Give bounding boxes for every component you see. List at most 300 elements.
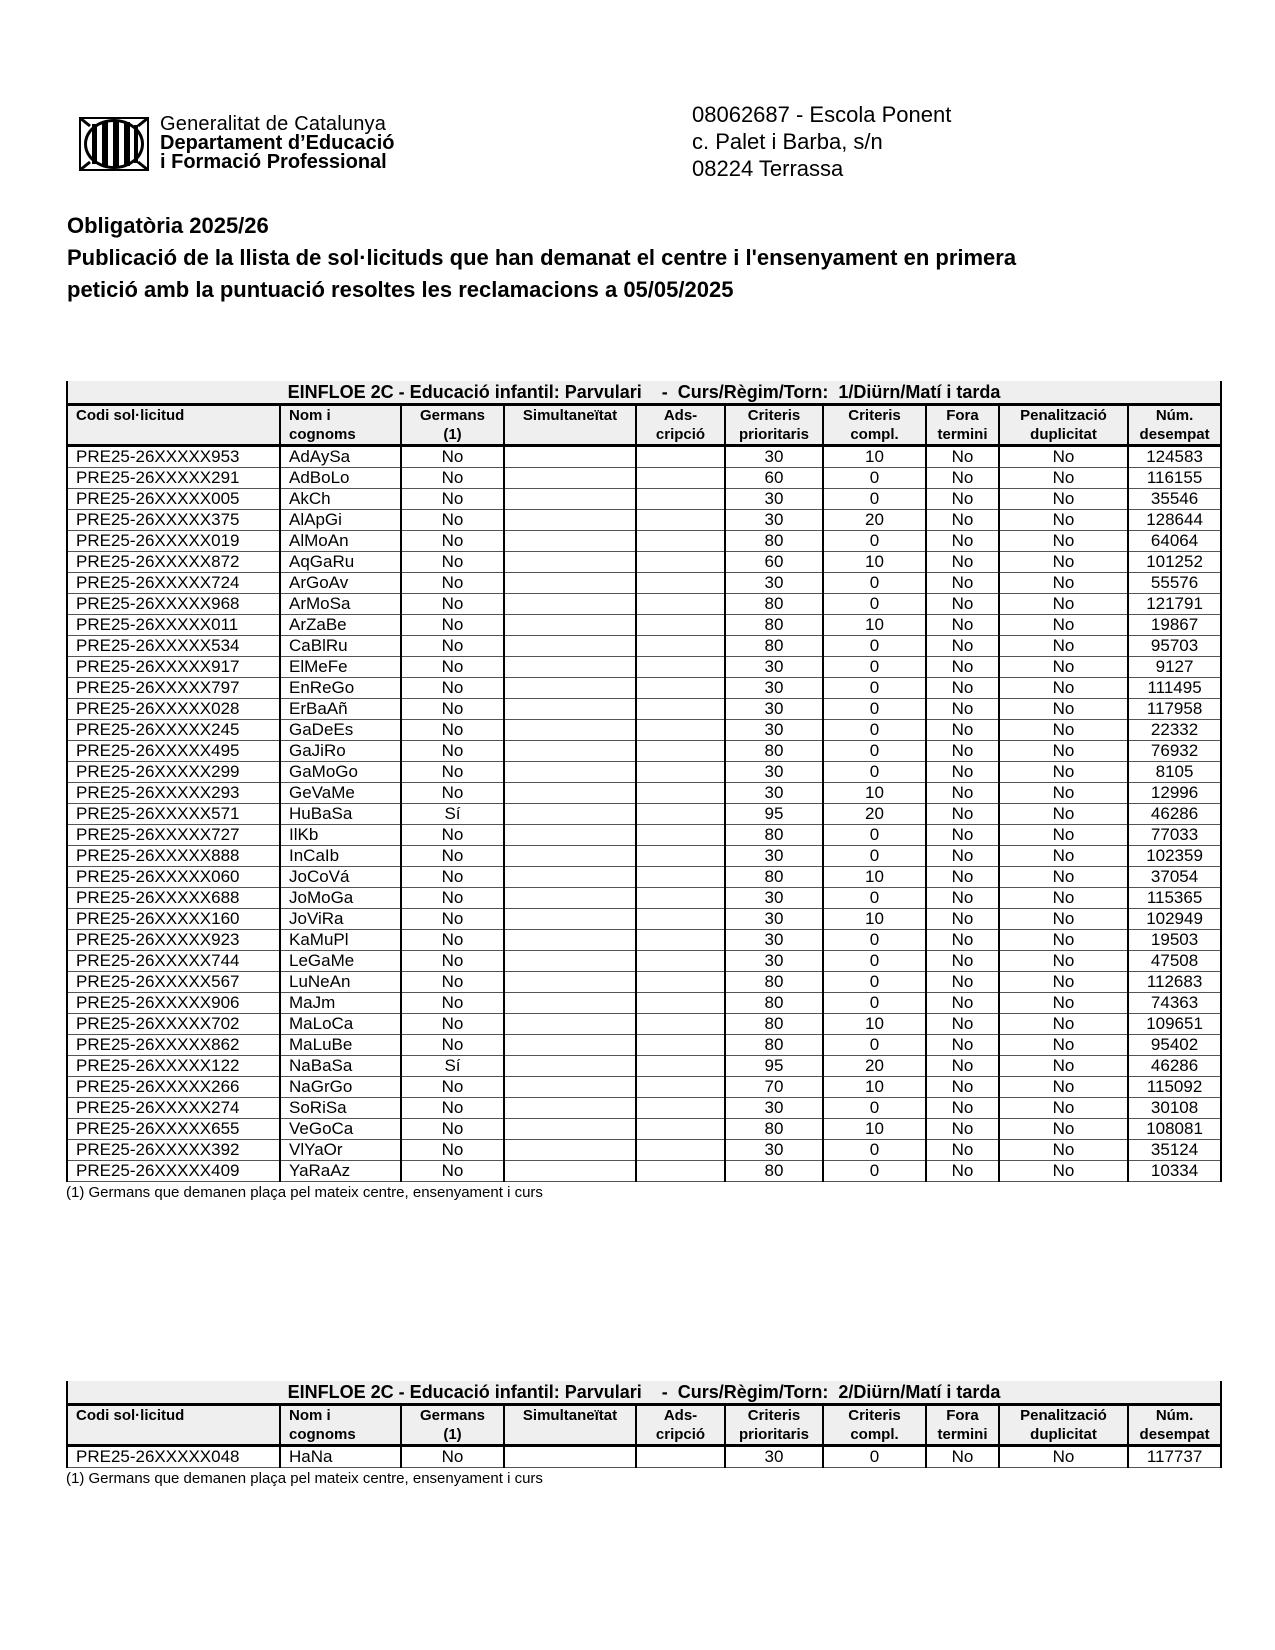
cell-adscripcio — [636, 951, 725, 972]
cell-codi: PRE25-26XXXXX160 — [67, 909, 280, 930]
table-row — [67, 489, 1221, 510]
school-address — [692, 101, 951, 182]
cell-codi: PRE25-26XXXXX724 — [67, 573, 280, 594]
cell-germans: No — [401, 993, 504, 1014]
footnote: (1) Germans que demanen plaça pel mateix centre, ensenyament i curs — [66, 1184, 543, 1201]
cell-nom: MaLoCa — [280, 1014, 401, 1035]
publication-title-line1: Publicació de la llista de sol·licituds que han demanat el centre i l'ensenyament en primera — [67, 245, 1017, 270]
cell-adscripcio — [636, 678, 725, 699]
cell-germans: No — [401, 615, 504, 636]
school-city: 08224 Terrassa — [692, 156, 844, 181]
cell-codi: PRE25-26XXXXX375 — [67, 510, 280, 531]
cell-codi: PRE25-26XXXXX495 — [67, 741, 280, 762]
cell-num-desempat: 74363 — [1128, 993, 1221, 1014]
cell-fora-termini: No — [926, 594, 999, 615]
cell-germans: No — [401, 846, 504, 867]
table-header-row — [67, 1405, 1221, 1446]
cell-criteris-prioritaris: 80 — [725, 741, 823, 762]
cell-adscripcio — [636, 573, 725, 594]
cell-criteris-compl: 10 — [823, 867, 926, 888]
cell-nom: HaNa — [280, 1446, 401, 1468]
catalan-flag-emblem-icon — [78, 116, 150, 172]
col-header-nom: Nom i cognoms — [280, 405, 401, 446]
cell-fora-termini: No — [926, 993, 999, 1014]
cell-codi: PRE25-26XXXXX744 — [67, 951, 280, 972]
cell-penalitzacio: No — [999, 930, 1128, 951]
cell-penalitzacio: No — [999, 699, 1128, 720]
cell-penalitzacio: No — [999, 657, 1128, 678]
cell-criteris-prioritaris: 80 — [725, 993, 823, 1014]
table-row — [67, 510, 1221, 531]
cell-criteris-compl: 0 — [823, 636, 926, 657]
cell-criteris-compl: 0 — [823, 573, 926, 594]
cell-criteris-compl: 0 — [823, 531, 926, 552]
document-title — [67, 210, 1016, 306]
cell-criteris-prioritaris: 30 — [725, 930, 823, 951]
table-row — [67, 741, 1221, 762]
cell-criteris-prioritaris: 30 — [725, 510, 823, 531]
cell-criteris-prioritaris: 30 — [725, 951, 823, 972]
cell-simultaneitat — [504, 930, 636, 951]
cell-fora-termini: No — [926, 678, 999, 699]
cell-simultaneitat — [504, 909, 636, 930]
table-row — [67, 1056, 1221, 1077]
cell-criteris-prioritaris: 80 — [725, 531, 823, 552]
cell-num-desempat: 111495 — [1128, 678, 1221, 699]
cell-simultaneitat — [504, 1056, 636, 1077]
table-row — [67, 846, 1221, 867]
cell-codi: PRE25-26XXXXX019 — [67, 531, 280, 552]
cell-criteris-compl: 0 — [823, 951, 926, 972]
cell-criteris-compl: 0 — [823, 699, 926, 720]
cell-criteris-compl: 0 — [823, 678, 926, 699]
cell-penalitzacio: No — [999, 531, 1128, 552]
generalitat-logo — [78, 115, 395, 172]
col-header-adscripcio: Ads- cripció — [636, 405, 725, 446]
col-header-codi: Codi sol·licitud — [67, 405, 280, 446]
cell-simultaneitat — [504, 573, 636, 594]
cell-codi: PRE25-26XXXXX293 — [67, 783, 280, 804]
cell-simultaneitat — [504, 951, 636, 972]
cell-simultaneitat — [504, 699, 636, 720]
cell-adscripcio — [636, 1446, 725, 1468]
cell-nom: HuBaSa — [280, 804, 401, 825]
cell-codi: PRE25-26XXXXX655 — [67, 1119, 280, 1140]
cell-penalitzacio: No — [999, 804, 1128, 825]
cell-germans: No — [401, 468, 504, 489]
col-header-criteris-compl: Criteris compl. — [823, 405, 926, 446]
cell-criteris-prioritaris: 60 — [725, 552, 823, 573]
cell-simultaneitat — [504, 1098, 636, 1119]
cell-germans: No — [401, 1014, 504, 1035]
cell-nom: VlYaOr — [280, 1140, 401, 1161]
cell-criteris-prioritaris: 30 — [725, 720, 823, 741]
cell-criteris-compl: 0 — [823, 846, 926, 867]
cell-criteris-compl: 0 — [823, 972, 926, 993]
cell-codi: PRE25-26XXXXX923 — [67, 930, 280, 951]
cell-criteris-prioritaris: 80 — [725, 972, 823, 993]
table-row — [67, 951, 1221, 972]
cell-fora-termini: No — [926, 510, 999, 531]
cell-penalitzacio: No — [999, 636, 1128, 657]
cell-adscripcio — [636, 1056, 725, 1077]
cell-germans: No — [401, 573, 504, 594]
cell-penalitzacio: No — [999, 762, 1128, 783]
cell-criteris-prioritaris: 30 — [725, 1098, 823, 1119]
cell-nom: CaBlRu — [280, 636, 401, 657]
cell-simultaneitat — [504, 594, 636, 615]
table-row — [67, 762, 1221, 783]
table-row — [67, 1077, 1221, 1098]
cell-codi: PRE25-26XXXXX727 — [67, 825, 280, 846]
cell-criteris-compl: 10 — [823, 783, 926, 804]
cell-adscripcio — [636, 615, 725, 636]
cell-criteris-prioritaris: 30 — [725, 762, 823, 783]
cell-penalitzacio: No — [999, 678, 1128, 699]
cell-nom: AkCh — [280, 489, 401, 510]
cell-fora-termini: No — [926, 636, 999, 657]
cell-simultaneitat — [504, 1140, 636, 1161]
col-header-penalitzacio: Penalització duplicitat — [999, 1405, 1128, 1446]
cell-nom: JoCoVá — [280, 867, 401, 888]
cell-criteris-prioritaris: 30 — [725, 846, 823, 867]
cell-adscripcio — [636, 657, 725, 678]
cell-nom: NaBaSa — [280, 1056, 401, 1077]
table-row — [67, 615, 1221, 636]
table-row — [67, 594, 1221, 615]
cell-germans: No — [401, 783, 504, 804]
cell-fora-termini: No — [926, 1014, 999, 1035]
cell-nom: AlApGi — [280, 510, 401, 531]
cell-penalitzacio: No — [999, 825, 1128, 846]
department-name: Departament d’Educació — [160, 132, 395, 154]
cell-simultaneitat — [504, 972, 636, 993]
cell-nom: LeGaMe — [280, 951, 401, 972]
cell-simultaneitat — [504, 993, 636, 1014]
cell-germans: No — [401, 510, 504, 531]
school-street: c. Palet i Barba, s/n — [692, 129, 883, 154]
cell-criteris-prioritaris: 30 — [725, 657, 823, 678]
cell-codi: PRE25-26XXXXX862 — [67, 1035, 280, 1056]
cell-nom: AlMoAn — [280, 531, 401, 552]
cell-germans: No — [401, 930, 504, 951]
cell-fora-termini: No — [926, 825, 999, 846]
cell-nom: GeVaMe — [280, 783, 401, 804]
cell-fora-termini: No — [926, 699, 999, 720]
cell-criteris-compl: 0 — [823, 825, 926, 846]
cell-criteris-compl: 10 — [823, 1014, 926, 1035]
cell-criteris-prioritaris: 70 — [725, 1077, 823, 1098]
col-header-criteris-compl: Criteris compl. — [823, 1405, 926, 1446]
cell-fora-termini: No — [926, 1161, 999, 1182]
cell-penalitzacio: No — [999, 1035, 1128, 1056]
cell-nom: MaLuBe — [280, 1035, 401, 1056]
cell-penalitzacio: No — [999, 615, 1128, 636]
cell-criteris-compl: 10 — [823, 446, 926, 468]
cell-nom: NaGrGo — [280, 1077, 401, 1098]
cell-nom: IlKb — [280, 825, 401, 846]
cell-nom: ElMeFe — [280, 657, 401, 678]
cell-adscripcio — [636, 468, 725, 489]
cell-germans: No — [401, 1098, 504, 1119]
col-header-simultaneitat: Simultaneïtat — [504, 405, 636, 446]
cell-simultaneitat — [504, 1077, 636, 1098]
cell-fora-termini: No — [926, 867, 999, 888]
footnote: (1) Germans que demanen plaça pel mateix centre, ensenyament i curs — [66, 1470, 543, 1487]
school-code-name: 08062687 - Escola Ponent — [692, 102, 952, 127]
cell-simultaneitat — [504, 615, 636, 636]
col-header-num-desempat: Núm. desempat — [1128, 405, 1221, 446]
cell-criteris-prioritaris: 30 — [725, 446, 823, 468]
cell-penalitzacio: No — [999, 951, 1128, 972]
cell-fora-termini: No — [926, 615, 999, 636]
cell-germans: No — [401, 1119, 504, 1140]
cell-adscripcio — [636, 783, 725, 804]
cell-criteris-prioritaris: 60 — [725, 468, 823, 489]
cell-simultaneitat — [504, 446, 636, 468]
cell-simultaneitat — [504, 1035, 636, 1056]
cell-criteris-compl: 0 — [823, 1161, 926, 1182]
cell-num-desempat: 64064 — [1128, 531, 1221, 552]
course-year: Obligatòria 2025/26 — [67, 213, 269, 238]
cell-penalitzacio: No — [999, 909, 1128, 930]
cell-penalitzacio: No — [999, 1014, 1128, 1035]
cell-criteris-compl: 0 — [823, 657, 926, 678]
cell-germans: No — [401, 594, 504, 615]
cell-fora-termini: No — [926, 930, 999, 951]
table-row — [67, 909, 1221, 930]
cell-fora-termini: No — [926, 1056, 999, 1077]
col-header-nom: Nom i cognoms — [280, 1405, 401, 1446]
cell-fora-termini: No — [926, 783, 999, 804]
cell-nom: AqGaRu — [280, 552, 401, 573]
cell-num-desempat: 76932 — [1128, 741, 1221, 762]
cell-simultaneitat — [504, 720, 636, 741]
cell-germans: Sí — [401, 1056, 504, 1077]
cell-adscripcio — [636, 699, 725, 720]
cell-penalitzacio: No — [999, 846, 1128, 867]
cell-criteris-prioritaris: 80 — [725, 1119, 823, 1140]
cell-germans: No — [401, 446, 504, 468]
cell-germans: No — [401, 909, 504, 930]
cell-num-desempat: 55576 — [1128, 573, 1221, 594]
cell-codi: PRE25-26XXXXX274 — [67, 1098, 280, 1119]
table-body — [67, 446, 1221, 1182]
cell-germans: No — [401, 972, 504, 993]
cell-adscripcio — [636, 531, 725, 552]
cell-germans: No — [401, 1161, 504, 1182]
cell-criteris-compl: 10 — [823, 1119, 926, 1140]
cell-adscripcio — [636, 446, 725, 468]
cell-codi: PRE25-26XXXXX567 — [67, 972, 280, 993]
cell-simultaneitat — [504, 1014, 636, 1035]
cell-num-desempat: 8105 — [1128, 762, 1221, 783]
cell-simultaneitat — [504, 846, 636, 867]
cell-simultaneitat — [504, 867, 636, 888]
cell-nom: VeGoCa — [280, 1119, 401, 1140]
cell-adscripcio — [636, 489, 725, 510]
cell-num-desempat: 30108 — [1128, 1098, 1221, 1119]
cell-criteris-prioritaris: 80 — [725, 594, 823, 615]
cell-codi: PRE25-26XXXXX409 — [67, 1161, 280, 1182]
cell-germans: No — [401, 552, 504, 573]
table-row — [67, 446, 1221, 468]
cell-simultaneitat — [504, 468, 636, 489]
cell-adscripcio — [636, 720, 725, 741]
cell-simultaneitat — [504, 1446, 636, 1468]
cell-codi: PRE25-26XXXXX917 — [67, 657, 280, 678]
cell-num-desempat: 116155 — [1128, 468, 1221, 489]
col-header-germans: Germans (1) — [401, 1405, 504, 1446]
cell-simultaneitat — [504, 657, 636, 678]
col-header-num-desempat: Núm. desempat — [1128, 1405, 1221, 1446]
cell-penalitzacio: No — [999, 1161, 1128, 1182]
cell-adscripcio — [636, 1077, 725, 1098]
cell-penalitzacio: No — [999, 468, 1128, 489]
cell-fora-termini: No — [926, 1098, 999, 1119]
table-row — [67, 573, 1221, 594]
cell-codi: PRE25-26XXXXX048 — [67, 1446, 280, 1468]
table-row — [67, 1119, 1221, 1140]
cell-adscripcio — [636, 867, 725, 888]
cell-num-desempat: 9127 — [1128, 657, 1221, 678]
cell-adscripcio — [636, 846, 725, 867]
cell-nom: EnReGo — [280, 678, 401, 699]
cell-codi: PRE25-26XXXXX299 — [67, 762, 280, 783]
cell-germans: Sí — [401, 804, 504, 825]
col-header-criteris-prioritaris: Criteris prioritaris — [725, 405, 823, 446]
col-header-simultaneitat: Simultaneïtat — [504, 1405, 636, 1446]
cell-adscripcio — [636, 993, 725, 1014]
cell-fora-termini: No — [926, 446, 999, 468]
cell-fora-termini: No — [926, 951, 999, 972]
cell-criteris-prioritaris: 80 — [725, 615, 823, 636]
cell-penalitzacio: No — [999, 1140, 1128, 1161]
cell-adscripcio — [636, 930, 725, 951]
cell-codi: PRE25-26XXXXX872 — [67, 552, 280, 573]
cell-fora-termini: No — [926, 657, 999, 678]
cell-criteris-prioritaris: 80 — [725, 1161, 823, 1182]
table-row — [67, 531, 1221, 552]
table-row — [67, 636, 1221, 657]
cell-criteris-compl: 0 — [823, 741, 926, 762]
cell-criteris-compl: 10 — [823, 552, 926, 573]
cell-num-desempat: 102949 — [1128, 909, 1221, 930]
cell-simultaneitat — [504, 510, 636, 531]
cell-germans: No — [401, 678, 504, 699]
table-row — [67, 888, 1221, 909]
cell-adscripcio — [636, 1119, 725, 1140]
cell-nom: MaJm — [280, 993, 401, 1014]
cell-simultaneitat — [504, 489, 636, 510]
cell-criteris-compl: 10 — [823, 909, 926, 930]
cell-criteris-compl: 0 — [823, 762, 926, 783]
publication-title-line2: petició amb la puntuació resoltes les reclamacions a 05/05/2025 — [67, 277, 734, 302]
cell-num-desempat: 112683 — [1128, 972, 1221, 993]
cell-criteris-compl: 0 — [823, 1140, 926, 1161]
cell-fora-termini: No — [926, 720, 999, 741]
cell-penalitzacio: No — [999, 741, 1128, 762]
table-header-row — [67, 405, 1221, 446]
cell-adscripcio — [636, 594, 725, 615]
table-row — [67, 1098, 1221, 1119]
cell-criteris-prioritaris: 30 — [725, 909, 823, 930]
cell-num-desempat: 102359 — [1128, 846, 1221, 867]
cell-criteris-compl: 20 — [823, 510, 926, 531]
cell-germans: No — [401, 489, 504, 510]
cell-criteris-prioritaris: 80 — [725, 867, 823, 888]
cell-criteris-prioritaris: 95 — [725, 1056, 823, 1077]
cell-fora-termini: No — [926, 762, 999, 783]
cell-criteris-prioritaris: 30 — [725, 783, 823, 804]
cell-adscripcio — [636, 1098, 725, 1119]
cell-fora-termini: No — [926, 1119, 999, 1140]
cell-fora-termini: No — [926, 552, 999, 573]
cell-penalitzacio: No — [999, 446, 1128, 468]
cell-fora-termini: No — [926, 1077, 999, 1098]
cell-simultaneitat — [504, 825, 636, 846]
table-row — [67, 1446, 1221, 1468]
cell-fora-termini: No — [926, 489, 999, 510]
table-row — [67, 804, 1221, 825]
cell-criteris-compl: 0 — [823, 1035, 926, 1056]
table-row — [67, 783, 1221, 804]
cell-nom: KaMuPl — [280, 930, 401, 951]
cell-nom: SoRiSa — [280, 1098, 401, 1119]
cell-penalitzacio: No — [999, 783, 1128, 804]
cell-num-desempat: 35124 — [1128, 1140, 1221, 1161]
cell-criteris-prioritaris: 30 — [725, 573, 823, 594]
cell-nom: ArMoSa — [280, 594, 401, 615]
cell-simultaneitat — [504, 762, 636, 783]
cell-num-desempat: 47508 — [1128, 951, 1221, 972]
cell-num-desempat: 117958 — [1128, 699, 1221, 720]
cell-criteris-compl: 0 — [823, 888, 926, 909]
cell-codi: PRE25-26XXXXX797 — [67, 678, 280, 699]
cell-adscripcio — [636, 552, 725, 573]
cell-penalitzacio: No — [999, 489, 1128, 510]
cell-fora-termini: No — [926, 741, 999, 762]
table-row — [67, 1140, 1221, 1161]
cell-germans: No — [401, 720, 504, 741]
cell-penalitzacio: No — [999, 972, 1128, 993]
cell-criteris-prioritaris: 95 — [725, 804, 823, 825]
cell-nom: YaRaAz — [280, 1161, 401, 1182]
cell-criteris-prioritaris: 30 — [725, 489, 823, 510]
cell-germans: No — [401, 699, 504, 720]
org-name: Generalitat de Catalunya — [160, 113, 387, 135]
table-row — [67, 1014, 1221, 1035]
cell-codi: PRE25-26XXXXX266 — [67, 1077, 280, 1098]
cell-germans: No — [401, 762, 504, 783]
cell-codi: PRE25-26XXXXX534 — [67, 636, 280, 657]
cell-adscripcio — [636, 1035, 725, 1056]
cell-germans: No — [401, 636, 504, 657]
cell-penalitzacio: No — [999, 888, 1128, 909]
cell-codi: PRE25-26XXXXX005 — [67, 489, 280, 510]
cell-fora-termini: No — [926, 888, 999, 909]
cell-fora-termini: No — [926, 972, 999, 993]
cell-penalitzacio: No — [999, 720, 1128, 741]
cell-num-desempat: 35546 — [1128, 489, 1221, 510]
cell-num-desempat: 19503 — [1128, 930, 1221, 951]
cell-nom: JoMoGa — [280, 888, 401, 909]
cell-criteris-prioritaris: 80 — [725, 1014, 823, 1035]
cell-nom: GaMoGo — [280, 762, 401, 783]
cell-fora-termini: No — [926, 468, 999, 489]
cell-fora-termini: No — [926, 1140, 999, 1161]
cell-criteris-compl: 0 — [823, 489, 926, 510]
